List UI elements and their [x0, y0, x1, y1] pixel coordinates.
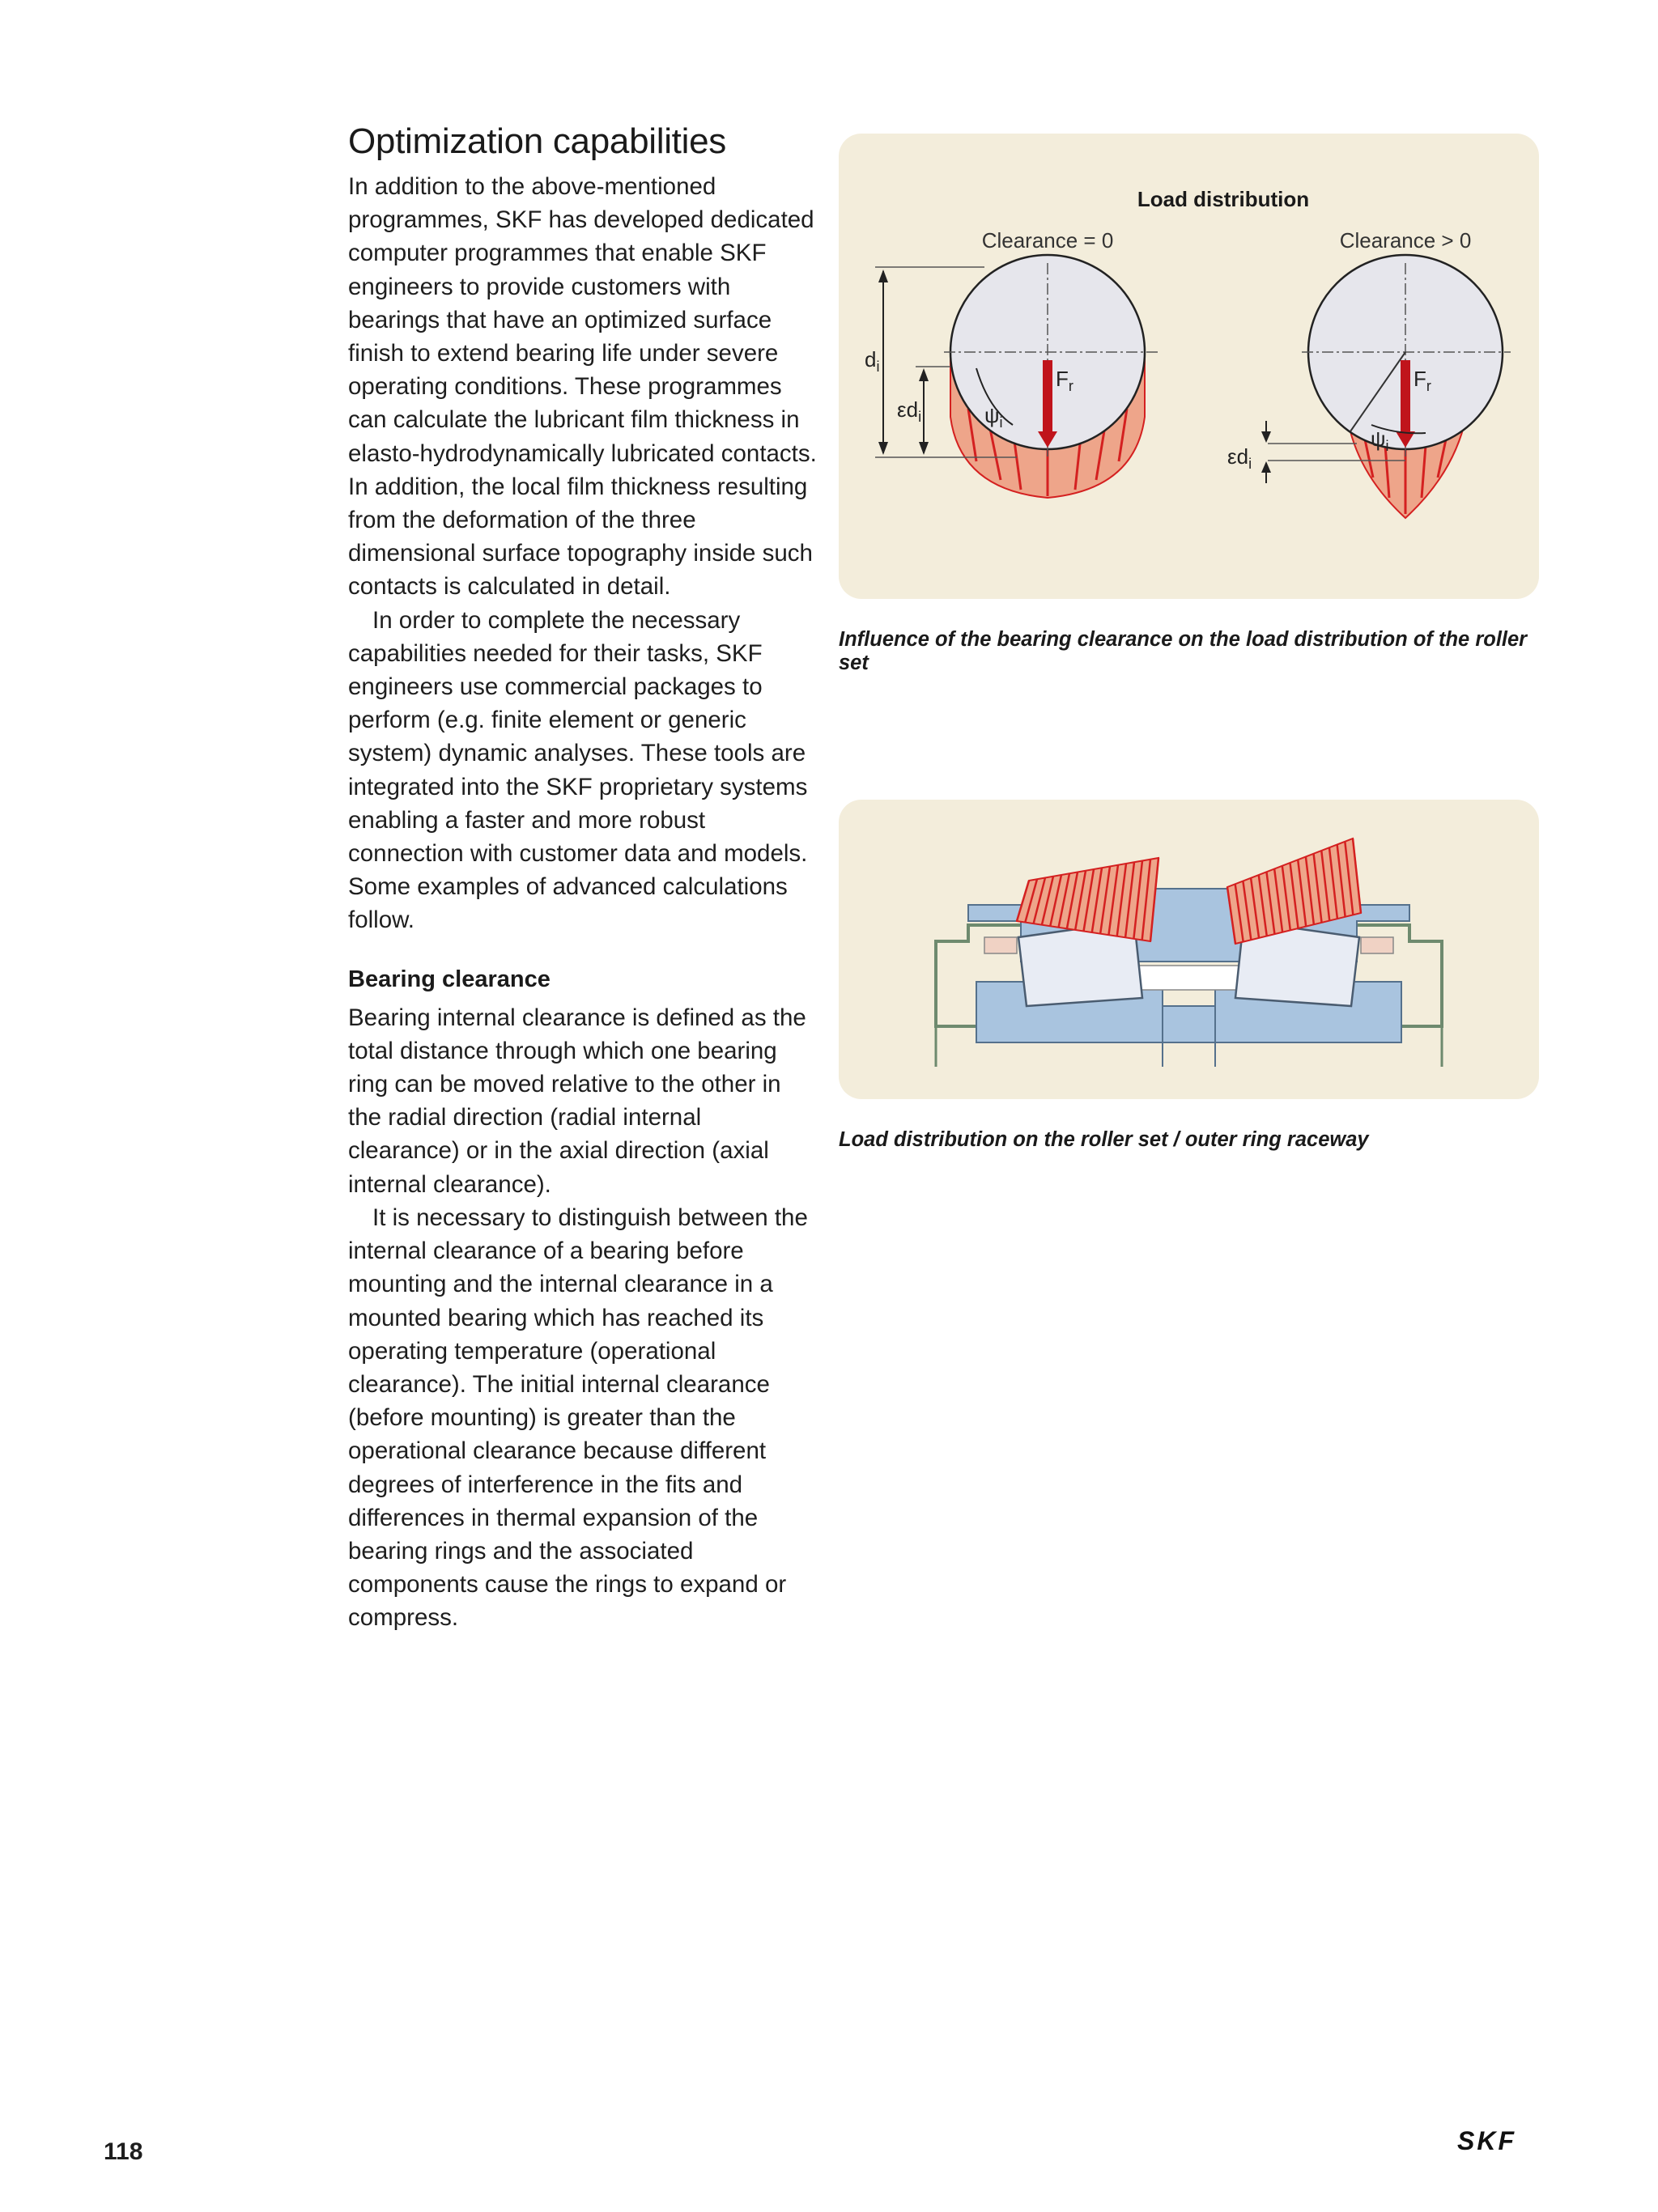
paragraph-1: In addition to the above-mentioned programmes, SKF has developed dedicated computer programmes that enable SKF engineers to provide customers with bearings that have an optimized surface finish to extend bearing life under severe operating conditions. These programmes can calculate the lubricant film thickness in elasto-hydrodynamically lubricated contacts. In addition, the local film thickness resulting from the deformation of the three dimensional surface topography inside such contacts is calculated in detail. [348, 173, 817, 601]
page-number: 118 [104, 2138, 143, 2165]
left-bearing [865, 255, 1158, 498]
psi-label-left: ψ [984, 403, 1000, 427]
caption-figure-1: Influence of the bearing clearance on the load distribution of the roller set [839, 628, 1528, 674]
label-clearance-zero: Clearance = 0 [981, 228, 1114, 253]
page-heading: Optimization capabilities [348, 121, 726, 161]
force-label-left: F [1056, 367, 1069, 391]
label-clearance-positive: Clearance > 0 [1339, 228, 1472, 253]
svg-text:ψi: $\psi_i$ [1371, 427, 1389, 454]
force-arrow-left [1043, 360, 1052, 433]
paragraph-2: In order to complete the necessary capabilities needed for their tasks, SKF engineers use commercial packages to perform (e.g. finite element or generic system) dynamic analyses. These tools are integrated into the SKF proprietary systems enabling a faster and more robust connection with customer data and models. Some examples of advanced calculations follow. [348, 606, 808, 934]
roller-set-diagram [839, 800, 1539, 1099]
skf-logo [1457, 2129, 1542, 2157]
svg-text:εdi: $\varepsilon d_i$ [897, 397, 922, 425]
right-bearing [1227, 255, 1511, 518]
label-eps-di-left: εd [897, 397, 919, 422]
label-eps-di-right: εd [1227, 444, 1249, 469]
figure-roller-set-load [839, 800, 1539, 1099]
paragraph-4: It is necessary to distinguish between the internal clearance of a bearing before mounting and the internal clearance in a mounted bearing which has reached its operating temperature (operational clearance). The initial internal clearance (before mounting) is greater than the operational clearance because different degrees of interference in the fits and differences in thermal expansion of the bearing rings and the associated components cause the rings to expand or compress. [348, 1204, 808, 1632]
force-label-right: F [1414, 367, 1426, 391]
load-distribution-diagram [839, 134, 1539, 599]
svg-text:Fr: $F_r$ [1056, 367, 1073, 394]
svg-text:di: $d_i$ [865, 347, 880, 375]
paragraph-3: Bearing internal clearance is defined as the total distance through which one bearing ring can be moved relative to the other in the radial direction (radial internal clearance) or in the axial direction (axial internal clearance). [348, 1004, 806, 1198]
figure-title: Load distribution [1137, 187, 1310, 211]
caption-figure-2: Load distribution on the roller set / outer ring raceway [839, 1128, 1369, 1151]
svg-text:εdi: $\varepsilon d_i$ [1227, 444, 1252, 472]
section-heading-bearing-clearance: Bearing clearance [348, 966, 551, 992]
svg-text:ψi: $\psi_i$ [984, 403, 1003, 431]
label-di: d [865, 347, 877, 371]
spacer-center [1130, 966, 1248, 990]
force-arrow-right [1401, 360, 1410, 433]
logo-text: SKF [1457, 2129, 1516, 2153]
psi-label-right: ψ [1371, 427, 1386, 451]
svg-text:Fr: $F_r$ [1414, 367, 1431, 394]
text-column [348, 121, 818, 1635]
figure-load-distribution [839, 134, 1539, 599]
